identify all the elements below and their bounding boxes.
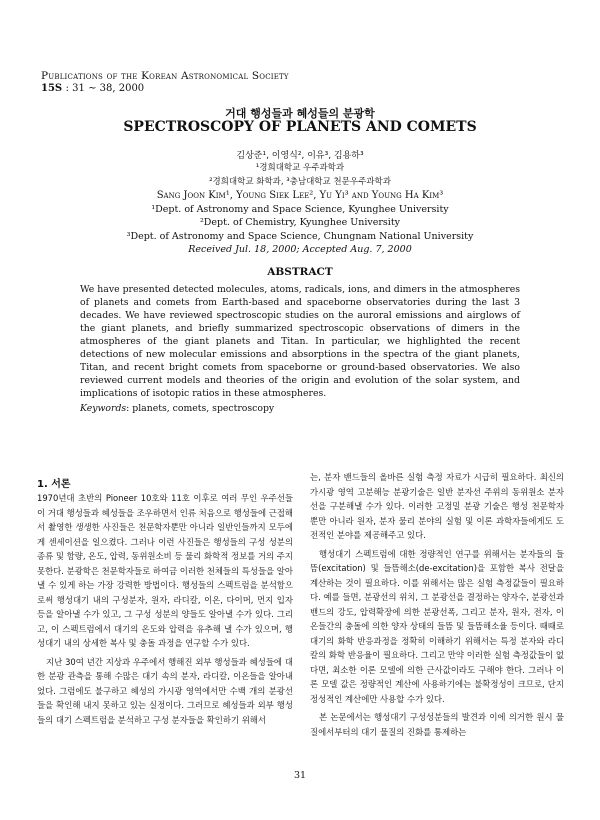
authors-english: Sang Joon Kim¹, Young Siek Lee², Yu Yi³ and Young Ha Kim³ bbox=[156, 190, 444, 201]
paragraph: 1970년대 초반의 Pioneer 10호와 11호 이후로 여러 무인 우주선들이 거대 행성들과 혜성들을 조우하면서 인류 처음으로 행성들에 근접해서 촬영한 생생한 사진들은 천문학자뿐만 아니라 일반인들까지 모두에게 센세이션을 일으켰다. 그러나 이런 사진들은 행성들의 구성 성분의 종류 및 함량, 온도, 압력, 동위원소비 등 물리 화학적 정보를 거의 주지 못한다. 분광학은 천문학자들로 하여금 이러한 천체들의 특성들을 알아낼 수 있게 하는 가장 강력한 방법이다. 행성들의 스펙트럼을 분석함으로써 행성대기 내의 구성분자, 원자, 라디칼, 이온, 다이머, 먼지 입자 등을 알아낼 수가 있고, 그 구성 성분의 양들도 알아낼 수가 있다. 그리고, 이 스펙트럼에서 대기의 온도와 압력을 유추해 낼 수가 있으며, 행성대기 내의 상세한 복사 및 충돌 과정을 연구할 수가 있다. bbox=[37, 493, 293, 648]
paragraph: 행성대기 스펙트럼에 대한 정량적인 연구를 위해서는 분자들의 들뜸(excitation) 및 들뜸해소(de-excitation)을 포함한 복사 전달을 계산하는 것이 필요하다. 이를 위해서는 많은 실험 측정값들이 필요하다. 예를 들면, 분광선의 위치, 그 분광선을 결정하는 양자수, 분광선과 밴드의 강도, 압력확장에 의한 분광선폭, 그리고 분자, 원자, 전자, 이온들간의 충돌에 의한 양자 상태의 들뜸 및 들뜸해소율 등이다. 때때로 대기의 화학 반응과정을 정확히 이해하기 위해서는 특정 분자와 라디칼의 화학 반응율이 필요하다. 그리고 만약 이러한 실험 측정값들이 없다면, 최소한 이론 모델에 의한 근사값이라도 구해야 한다. 그러나 이론 모델 값은 정량적인 계산에 사용하기에는 불확정성이 크므로, 단지 정성적인 계산에만 사용할 수가 있다. bbox=[310, 548, 564, 704]
journal-name: Publications of the Korean Astronomical Society bbox=[41, 70, 289, 82]
abstract-text: We have presented detected molecules, atoms, radicals, ions, and dimers in the atmospheres of planets and comets from Earth-based and spaceborne observatories during the last 3 decades. We have reviewed spectroscopic studies on the auroral emissions and airglows of the giant planets, and briefly summarized spectroscopic observations of dimers in the atmospheres of the giant planets and Titan. In particular, we highlighted the recent detections of new molecular emissions and absorptions in the spectra of the giant planets, Titan, and recent bright comets from spaceborne or ground-based observatories. We also reviewed current models and theories of the origin and evolution of the solar system, and implications of isotopic ratios in these atmospheres. bbox=[80, 284, 520, 399]
paper-title-english: SPECTROSCOPY OF PLANETS AND COMETS bbox=[123, 119, 477, 135]
affiliation-english-3: ³Dept. of Astronomy and Space Science, Chungnam National University bbox=[126, 231, 474, 242]
affiliation-english-1: ¹Dept. of Astronomy and Space Science, Kyunghee University bbox=[151, 204, 449, 215]
affiliation-korean-2: ²경희대학교 화학과, ³충남대학교 천문우주과학과 bbox=[209, 177, 391, 187]
paragraph: 지난 30여 년간 지상과 우주에서 행해진 외부 행성들과 혜성들에 대한 분광 관측을 통해 수많은 대기 속의 분자, 라디칼, 이온들을 알아내었다. 그럼에도 불구하고 혜성의 가시광 영역에서만 수백 개의 분광선들을 확인해 내지 못하고 있는 실정이다. 그러므로 혜성들과 외부 행성들의 대기 스펙트럼을 분석하고 구성 분자들을 확인하기 위해서 bbox=[37, 656, 293, 725]
keywords-label: Keywords bbox=[80, 403, 127, 414]
paper-title-korean: 거대 행성들과 혜성들의 분광학 bbox=[225, 107, 375, 120]
abstract-heading: ABSTRACT bbox=[267, 266, 333, 278]
keywords-text: : planets, comets, spectroscopy bbox=[126, 403, 275, 414]
right-column bbox=[310, 470, 564, 739]
paragraph: 본 논문에서는 행성대기 구성성분들의 발견과 이에 의거한 원시 물질에서부터의 대기 물질의 진화를 통제하는 bbox=[310, 712, 564, 737]
page-number: 31 bbox=[293, 770, 307, 781]
journal-volume-line bbox=[41, 83, 144, 94]
journal-pages: : 31 ∼ 38, 2000 bbox=[65, 83, 145, 94]
section-heading: 1. 서론 bbox=[37, 479, 71, 490]
keywords bbox=[80, 403, 274, 414]
paragraph: 는, 분자 밴드들의 올바른 실험 측정 자료가 시급히 필요하다. 최신의 가시광 영역 고분해능 분광기술은 일반 분자선 주위의 동위원소 분자선을 구분해낼 수가 있다. 이러한 고정밀 분광 기술은 행성 천문학자 뿐만 아니라 원자, 분자 물리 분야의 실험 및 이론 과학자들에게도 도전적인 분야를 제공해주고 있다. bbox=[310, 472, 564, 540]
left-column bbox=[37, 491, 293, 727]
affiliation-english-2: ²Dept. of Chemistry, Kyunghee University bbox=[199, 217, 401, 228]
received-date: Received Jul. 18, 2000; Accepted Aug. 7, 2000 bbox=[188, 244, 412, 255]
journal-volume: 15S bbox=[41, 83, 63, 94]
affiliation-korean-1: ¹경희대학교 우주과학과 bbox=[255, 163, 345, 173]
authors-korean: 김상준¹, 이영식², 이유³, 김용하³ bbox=[236, 151, 364, 161]
